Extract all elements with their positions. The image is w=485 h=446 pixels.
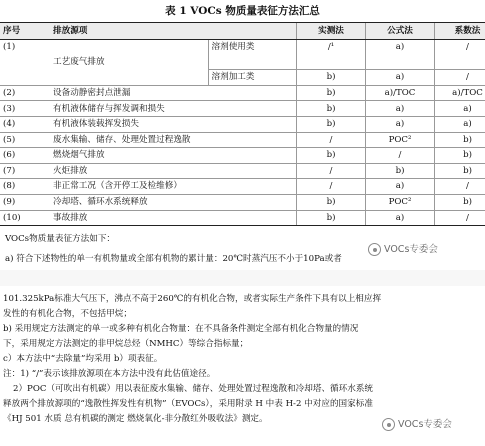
row-formula: a)/TOC <box>366 85 435 101</box>
body-line: b) 采用规定方法测定的单一或多种有机化合物量：在不具备条件测定全部有机化合物量的情况 <box>3 324 359 334</box>
row-measured: b) <box>297 148 366 164</box>
row-coefficient: a) <box>435 116 485 132</box>
wechat-channel-icon <box>368 243 381 256</box>
table-row <box>0 210 485 226</box>
row-formula: a) <box>366 179 435 195</box>
header-no: 序号 <box>0 23 50 40</box>
table-row <box>0 70 485 86</box>
row-source: 设备动静密封点泄漏 <box>50 85 297 101</box>
row-source: 火炬排放 <box>50 163 297 179</box>
row-coefficient: b) <box>435 163 485 179</box>
row-measured: b) <box>297 70 366 86</box>
row-coefficient: b) <box>435 194 485 210</box>
table-row <box>0 148 485 164</box>
body-line: 下，采用规定方法测定的非甲烷总烃（NMHC）等综合指标量； <box>3 339 249 349</box>
watermark-bottom <box>382 418 452 431</box>
row-source <box>50 70 208 86</box>
row-source: 冷却塔、循环水系统释放 <box>50 194 297 210</box>
row-formula <box>366 55 435 70</box>
notes-heading: VOCs物质量表征方法如下： <box>5 234 116 244</box>
watermark-text: VOCs专委会 <box>398 418 452 430</box>
row-no: (1) <box>0 40 50 55</box>
body-line: 2）POC（可吹出有机碳）用以表征废水集输、储存、处理处置过程逸散和冷却塔、循环水系统 <box>13 384 374 394</box>
row-coefficient: a)/TOC <box>435 85 485 101</box>
row-measured: / <box>297 179 366 195</box>
row-formula: POC² <box>366 132 435 148</box>
row-coefficient: b) <box>435 148 485 164</box>
table-row <box>0 116 485 132</box>
row-measured: /¹ <box>297 40 366 55</box>
row-source: 工艺废气排放 <box>53 56 105 67</box>
header-source: 排放源项 <box>50 23 208 40</box>
row-formula: a) <box>366 101 435 117</box>
row-source: 有机液体储存与挥发调和损失 <box>50 101 297 117</box>
table-row <box>0 194 485 210</box>
row-coefficient: / <box>435 70 485 86</box>
row-sub: 溶剂使用类 <box>208 40 297 55</box>
row-source: 有机液体装载挥发损失 <box>50 116 297 132</box>
row-no: (8) <box>0 179 50 195</box>
header-sub <box>208 23 297 40</box>
row-no <box>0 70 50 86</box>
row-coefficient: b) <box>435 132 485 148</box>
body-text-block <box>3 292 481 427</box>
row-sub <box>208 55 297 70</box>
watermark-text: VOCs专委会 <box>384 243 438 255</box>
vocs-method-table <box>0 22 485 226</box>
row-no: (7) <box>0 163 50 179</box>
header-coefficient: 系数法 <box>435 23 485 40</box>
row-no: (5) <box>0 132 50 148</box>
row-measured: b) <box>297 116 366 132</box>
row-no: (3) <box>0 101 50 117</box>
table-row <box>0 55 485 70</box>
row-measured: b) <box>297 210 366 226</box>
row-coefficient: a) <box>435 101 485 117</box>
row-measured <box>297 55 366 70</box>
row-coefficient <box>435 55 485 70</box>
row-no: (9) <box>0 194 50 210</box>
page-break-band <box>0 270 485 286</box>
header-measured: 实测法 <box>297 23 366 40</box>
row-source: 废水集输、储存、处理处置过程逸散 <box>50 132 297 148</box>
row-source: 非正常工况（含开停工及检维修） <box>50 179 297 195</box>
table-row <box>0 179 485 195</box>
row-measured: b) <box>297 194 366 210</box>
row-formula: a) <box>366 70 435 86</box>
row-formula: POC² <box>366 194 435 210</box>
body-line: 注：1) “/”表示该排放源项在本方法中没有此估值途径。 <box>3 369 216 379</box>
row-no <box>0 55 50 70</box>
table-row <box>0 163 485 179</box>
row-formula: b) <box>366 163 435 179</box>
row-sub: 溶剂加工类 <box>208 70 297 86</box>
watermark-top <box>368 243 438 256</box>
row-coefficient: / <box>435 210 485 226</box>
table-row <box>0 40 485 55</box>
row-no: (4) <box>0 116 50 132</box>
table-header-row <box>0 23 485 40</box>
row-no: (6) <box>0 148 50 164</box>
row-measured: b) <box>297 101 366 117</box>
body-line: 发性的有机化合物，不包括甲烷； <box>3 309 132 319</box>
table-row <box>0 132 485 148</box>
table-row <box>0 85 485 101</box>
body-line: 释放两个排放源项的“逸散性挥发性有机物”（EVOCs），采用附录 H 中表 H-2 中对应的国家标准 <box>3 399 373 409</box>
row-source: 事故排放 <box>50 210 297 226</box>
row-measured: / <box>297 163 366 179</box>
notes-item-a: a) 符合下述物性的单一有机物量或全部有机物的累计量：20℃时蒸汽压不小于10Pa或者 <box>5 254 342 264</box>
table-row <box>0 101 485 117</box>
row-coefficient: / <box>435 179 485 195</box>
row-formula: a) <box>366 40 435 55</box>
body-line: 《HJ 501 水质 总有机碳的测定 燃烧氧化-非分散红外吸收法》测定。 <box>3 414 268 424</box>
row-measured: b) <box>297 85 366 101</box>
row-measured: / <box>297 132 366 148</box>
row-no: (10) <box>0 210 50 226</box>
row-coefficient: / <box>435 40 485 55</box>
row-source <box>50 40 208 55</box>
row-no: (2) <box>0 85 50 101</box>
wechat-channel-icon <box>382 418 395 431</box>
row-source: 燃烧烟气排放 <box>50 148 297 164</box>
table-title: 表 1 VOCs 物质量表征方法汇总 <box>165 5 320 17</box>
row-formula: a) <box>366 210 435 226</box>
row-formula: a) <box>366 116 435 132</box>
body-line: 101.325kPa标准大气压下，沸点不高于260℃的有机化合物，或者实际生产条件下具有以上相应挥 <box>3 294 382 304</box>
header-formula: 公式法 <box>366 23 435 40</box>
body-line: c）本方法中“去除量”均采用 b）项表征。 <box>3 354 163 364</box>
row-formula: / <box>366 148 435 164</box>
